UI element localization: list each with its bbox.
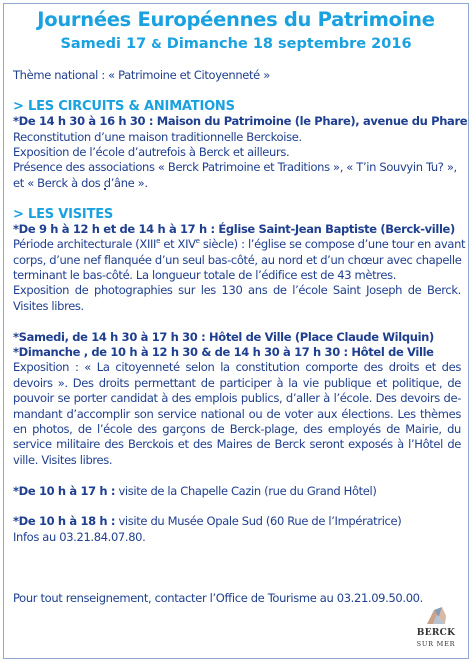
contact-info: Pour tout renseignement, contacter l’Office de Tourisme au 03.21.09.50.00. [13, 591, 423, 606]
date-sunday: Dimanche 18 septembre 2016 [166, 36, 412, 52]
opale-text: visite du Musée Opale Sud (60 Rue de l’Impératrice) [115, 514, 402, 529]
eglise-line: corps, d’une nef flanquée d’un seul bas-côté, au nord et d’un chœur avec chapelle [13, 252, 462, 267]
circuits-event-title: *De 14 h 30 à 16 h 30 : Maison du Patrimoine (le Phare), avenue du Phare [13, 114, 468, 129]
eglise-line: Période architecturale (XIIIe et XIVe siècle) : l’église se compose d’une tour en avant [13, 237, 466, 252]
circuits-line: Exposition de l’école d’autrefois à Berck et ailleurs. [13, 144, 290, 159]
cazin-time: *De 10 h à 17 h : [13, 483, 116, 498]
date-ampersand: & [151, 37, 162, 51]
cazin-text: visite de la Chapelle Cazin (rue du Grand Hôtel) [115, 483, 377, 498]
hotel-line: ville. Visites libres. [13, 452, 113, 467]
eglise-line: Visites libres. [13, 298, 84, 313]
hotel-line: devoirs ». Des droits permettant de participer à la vie publique et politique, de [13, 375, 461, 390]
eglise-line: terminant le bas-côté. La longueur totale de l’édifice est de 43 mètres. [13, 268, 397, 283]
logo-text-sur-mer: SUR MER [416, 640, 456, 648]
logo-text-berck: BERCK [416, 628, 456, 638]
circuits-line: Présence des associations « Berck Patrimoine et Traditions », « T’in Souvyin Tu? », [13, 160, 457, 175]
page-title: Journées Européennes du Patrimoine [37, 8, 435, 31]
opale-visit [13, 514, 461, 529]
cazin-visit [13, 484, 461, 499]
circuits-line: Reconstitution d’une maison traditionnelle Berckoise. [13, 129, 302, 144]
berck-logo [416, 606, 456, 654]
eglise-title: *De 9 h à 12 h et de 14 h à 17 h : Église Saint-Jean Baptiste (Berck-ville) [13, 221, 455, 236]
hotel-title-samedi: *Samedi, de 14 h 30 à 17 h 30 : Hôtel de Ville (Place Claude Wilquin) [13, 329, 434, 344]
hotel-line: Exposition : « La citoyenneté selon la constitution comporte des droits et des [13, 360, 461, 375]
date-saturday: Samedi 17 [60, 36, 147, 52]
hotel-line: mandant d’accomplir son service national ou de voter aux élections. Les thèmes [13, 406, 461, 421]
hotel-line: en photos, de l’école des garçons de Berck-plage, des employés de Mairie, du [13, 421, 461, 436]
hotel-title-dimanche: *Dimanche , de 10 h à 12 h 30 & de 14 h 30 à 17 h 30 : Hôtel de Ville [13, 345, 434, 360]
hotel-line: pouvoir se porter candidat à des emplois publics, d’aller à l’école. Des devoirs de- [13, 391, 461, 406]
eglise-line: Exposition de photographies sur les 130 ans de l’école Saint Joseph de Berck. [13, 283, 461, 298]
page-subtitle [0, 36, 472, 52]
page-content [13, 68, 468, 607]
hotel-line: service militaire des Berckois et des Maires de Berck seront exposés à l’Hôtel de [13, 437, 461, 452]
opale-time: *De 10 h à 18 h : [13, 514, 116, 529]
circuits-heading: > LES CIRCUITS & ANIMATIONS [13, 98, 235, 114]
berck-logo-icon [424, 606, 448, 626]
intro-theme: Thème national : « Patrimoine et Citoyenneté » [13, 68, 270, 82]
circuits-line: et « Berck à dos d’âne ». [13, 175, 148, 190]
infos-phone: Infos au 03.21.84.07.80. [13, 529, 146, 544]
visites-heading: > LES VISITES [13, 206, 114, 222]
